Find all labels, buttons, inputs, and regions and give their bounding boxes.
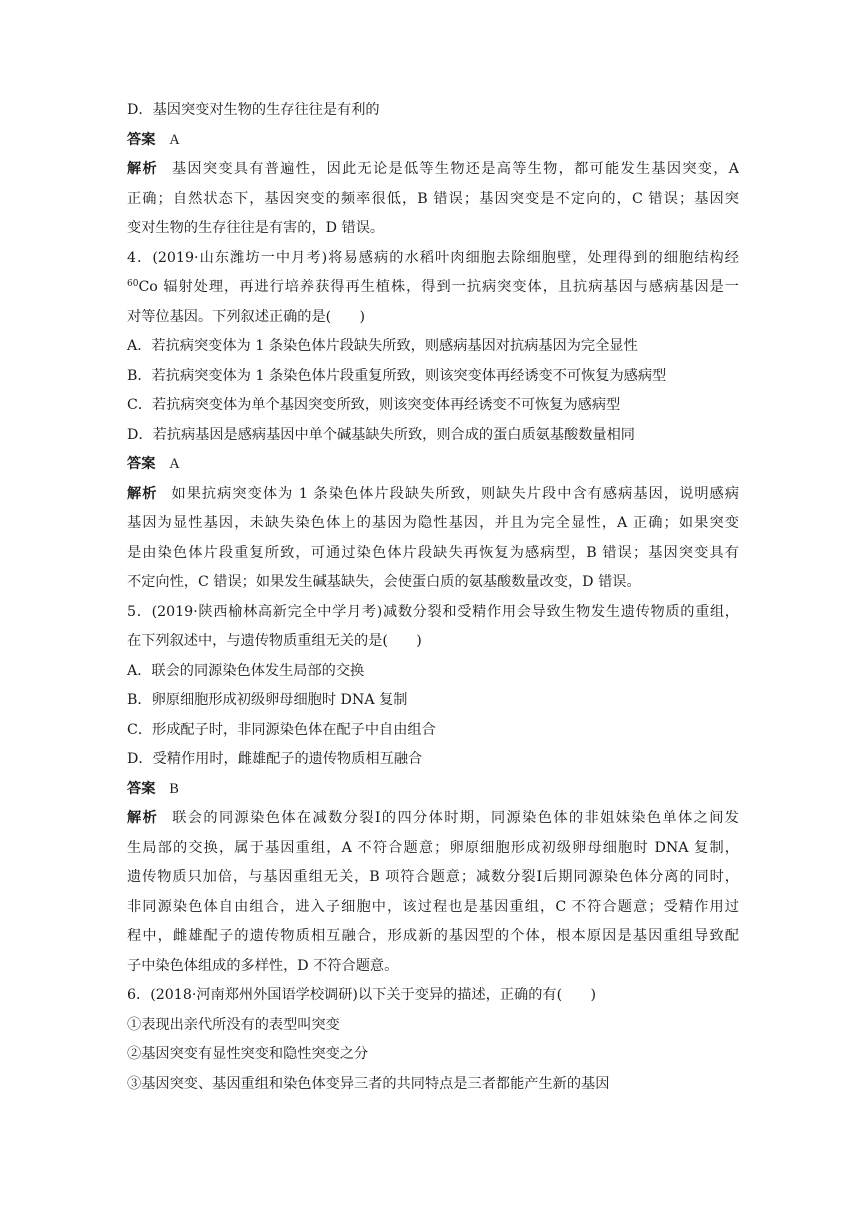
q4-option-b: B．若抗病突变体为 1 条染色体片段重复所致，则该突变体再经诱变不可恢复为感病型 [127,367,667,384]
q3-analysis-line-1 [127,155,739,185]
document-page [127,96,739,1099]
q4-stem-line-3: 对等位基因。下列叙述正确的是( ) [127,308,366,325]
q5-option-d: D．受精作用时，雌雄配子的遗传物质相互融合 [127,751,423,767]
q5-analysis-line-4: 非同源染色体自由组合，进入子细胞中，该过程也是基因重组，C 不符合题意；受精作用过 [127,898,739,915]
q4-option-a: A．若抗病突变体为 1 条染色体片段缺失所致，则感病基因对抗病基因为完全显性 [127,338,638,354]
answer-label: 答案 [127,780,156,797]
q3-analysis-line-3: 变对生物的生存往往是有害的，D 错误。 [127,220,385,236]
q5-analysis-line-6: 子中染色体组成的多样性，D 不符合题意。 [127,957,399,974]
q5-option-b: B．卵原细胞形成初级卵母细胞时 DNA 复制 [127,692,408,708]
answer-value: A [169,131,180,148]
q3-option-d: D．基因突变对生物的生存往往是有利的 [127,102,380,118]
analysis-label: 解析 [127,161,158,177]
analysis-label: 解析 [127,485,158,502]
q5-option-c: C．形成配子时，非同源染色体在配子中自由组合 [127,721,436,738]
q5-analysis-line-2: 生局部的交换，属于基因重组，A 不符合题意；卵原细胞形成初级卵母细胞时 DNA 复制， [127,839,739,856]
q3-analysis-line-2: 正确；自然状态下，基因突变的频率很低，B 错误；基因突变是不定向的，C 错误；基因突 [127,190,739,207]
q5-option-a: A．联会的同源染色体发生局部的交换 [127,662,365,679]
q4-option-c: C．若抗病突变体为单个基因突变所致，则该突变体再经诱变不可恢复为感病型 [127,397,621,413]
isotope-superscript: 60 [127,279,139,289]
q5-analysis-line-3: 遗传物质只加倍，与基因重组无关，B 项符合题意；减数分裂Ⅰ后期同源染色体分离的同时， [127,869,739,885]
q4-stem-line-2 [127,273,739,303]
q4-stem-text: Co 辐射处理，再进行培养获得再生植株，得到一抗病突变体，且抗病基因与感病基因是一 [138,279,739,295]
q4-option-d: D．若抗病基因是感病基因中单个碱基缺失所致，则合成的蛋白质氨基酸数量相同 [127,426,635,443]
q6-statement-1: ①表现出亲代所没有的表型叫突变 [127,1016,340,1033]
q6-statement-3: ③基因突变、基因重组和染色体变异三者的共同特点是三者都能产生新的基因 [127,1075,610,1092]
q4-analysis-line-3: 是由染色体片段重复所致，可通过染色体片段缺失再恢复为感病型，B 错误；基因突变具有 [127,544,739,561]
q6-stem-line-1: 6．(2018·河南郑州外国语学校调研)以下关于变异的描述，正确的有( ) [127,987,597,1003]
q5-stem-line-2: 在下列叙述中，与遗传物质重组无关的是( ) [127,633,422,649]
q5-analysis-line-5: 程中，雌雄配子的遗传物质相互融合，形成新的基因型的个体，根本原因是基因重组导致配 [127,928,739,944]
analysis-text: 基因突变具有普遍性，因此无论是低等生物还是高等生物，都可能发生基因突变，A [171,161,739,177]
answer-label: 答案 [127,456,156,472]
q4-stem-line-1: 4．(2019·山东潍坊一中月考)将易感病的水稻叶肉细胞去除细胞壁，处理得到的细胞结构经 [127,249,739,266]
q6-statement-2: ②基因突变有显性突变和隐性突变之分 [127,1046,369,1062]
q4-answer [127,450,739,480]
q3-answer [127,126,739,156]
q4-analysis-line-2: 基因为显性基因，未缺失染色体上的基因为隐性基因，并且为完全显性，A 正确；如果突变 [127,515,739,531]
q5-answer [127,775,739,805]
answer-label: 答案 [127,131,156,148]
answer-value: A [169,456,180,472]
q4-analysis-line-1 [127,480,739,510]
answer-value: B [169,780,179,797]
analysis-text: 联会的同源染色体在减数分裂Ⅰ的四分体时期，同源染色体的非姐妹染色单体之间发 [172,810,739,826]
analysis-label: 解析 [127,810,159,826]
analysis-text: 如果抗病突变体为 1 条染色体片段缺失所致，则缺失片段中含有感病基因，说明感病 [171,485,739,502]
q5-analysis-line-1 [127,804,739,834]
q5-stem-line-1: 5．(2019·陕西榆林高新完全中学月考)减数分裂和受精作用会导致生物发生遗传物质的重组， [127,603,739,620]
q4-analysis-line-4: 不定向性，C 错误；如果发生碱基缺失，会使蛋白质的氨基酸数量改变，D 错误。 [127,574,641,590]
